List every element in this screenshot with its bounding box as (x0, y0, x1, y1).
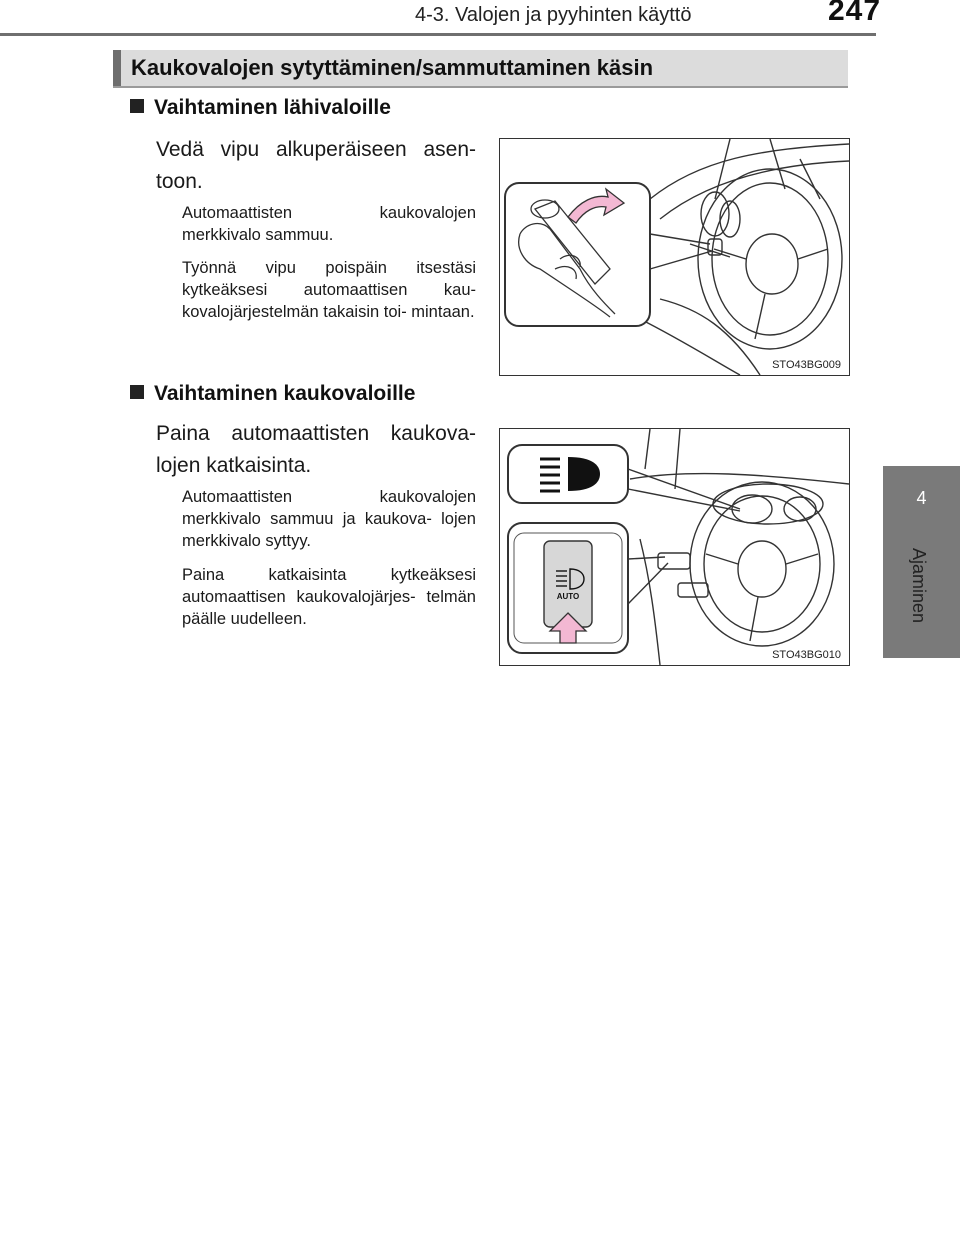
auto-switch-label: AUTO (556, 592, 580, 601)
subheading-high-beam (130, 382, 415, 406)
illustration-dashboard-switch (500, 429, 849, 665)
square-bullet-icon (130, 99, 144, 113)
figure-auto-high-beam-switch (499, 428, 850, 666)
figure-code-2: STO43BG010 (772, 649, 841, 661)
figure-lever-pull (499, 138, 850, 376)
chapter-tab-label: Ajaminen (909, 548, 929, 624)
section-title: Kaukovalojen sytyttäminen/sammuttaminen käsin (131, 55, 654, 80)
section-title-bar (113, 50, 848, 88)
header-rule (0, 33, 876, 36)
note-high-beam-2: Paina katkaisinta kytkeäksesi automaattisen kaukovalojärjes- telmän päälle uudelleen. (182, 566, 476, 628)
instruction-low-beam: Vedä vipu alkuperäiseen asen- toon. (156, 138, 476, 193)
subheading-high-beam-text: Vaihtaminen kaukovaloille (154, 382, 416, 405)
illustration-steering-lever (500, 139, 849, 375)
subheading-low-beam-text: Vaihtaminen lähivaloille (154, 96, 391, 119)
figure-code-1: STO43BG009 (772, 359, 841, 371)
page-number: 247 (828, 0, 882, 27)
note-low-beam-1: Automaattisten kaukovalojen merkkivalo sammuu. (182, 204, 476, 244)
chapter-tab-number: 4 (916, 488, 927, 508)
note-high-beam-1: Automaattisten kaukovalojen merkkivalo sammuu ja kaukova- lojen merkkivalo syttyy. (182, 488, 476, 550)
running-header-chapter: 4-3. Valojen ja pyyhinten käyttö (415, 4, 692, 26)
subheading-low-beam (130, 96, 391, 120)
square-bullet-icon (130, 385, 144, 399)
instruction-high-beam: Paina automaattisten kaukova- lojen katkaisinta. (156, 422, 476, 477)
section-accent (113, 50, 121, 86)
note-low-beam-2: Työnnä vipu poispäin itsestäsi kytkeäksesi automaattisen kau- kovalojärjestelmän takaisin toi- mintaan. (182, 259, 476, 321)
